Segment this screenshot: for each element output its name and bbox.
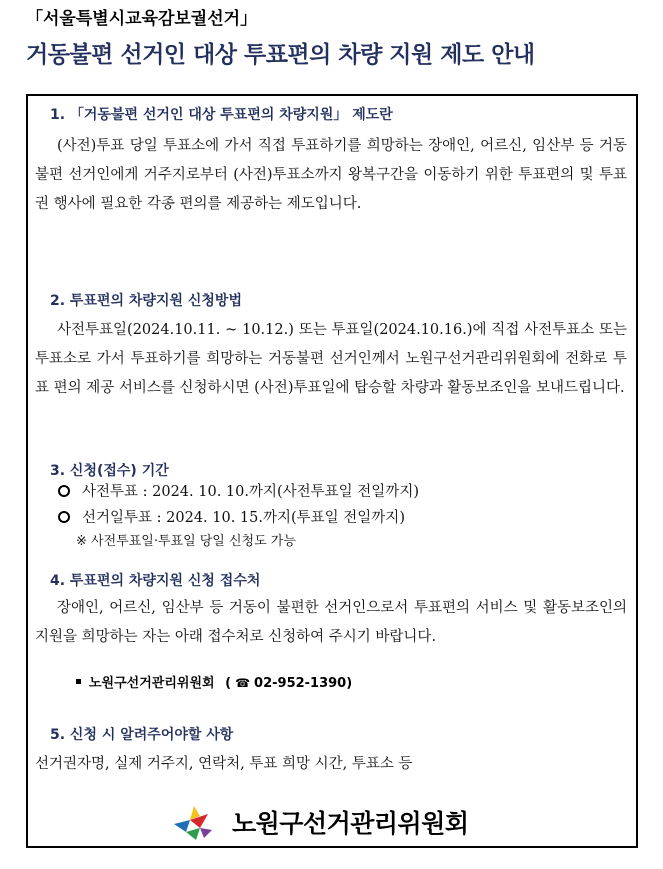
- section-1-body: (사전)투표 당일 투표소에 가서 직접 투표하기를 희망하는 장애인, 어르신, 임산부 등 거동불편 선거인에게 거주지로부터 (사전)투표소까지 왕복구간을 이동하기 위한 투표편의 및 투표권 행사에 필요한 각종 편의를 제공하는 제도입니다.: [35, 138, 627, 212]
- footer-org-name: 노원구선거관리위원회: [232, 809, 469, 838]
- section-2-body: 사전투표일(2024.10.11. ~ 10.12.) 또는 투표일(2024.10.16.)에 직접 사전투표소 또는 투표소로 가서 투표하기를 희망하는 거동불편 선거인께서 노원구선거관리위원회에 전화로 투표 편의 제공 서비스를 신청하시면 (사전)투표일에 탑승할 차량과 활동보조인을 보내드립니다.: [35, 322, 627, 396]
- contact-line: 노원구선거관리위원회 ( ☎ 02-952-1390): [76, 672, 352, 691]
- period-item-election-text: 선거일투표 : 2024. 10. 15.까지(투표일 전일까지): [82, 510, 405, 526]
- notice-box: [26, 94, 638, 848]
- section-4-body: 장애인, 어르신, 임산부 등 거동이 불편한 선거인으로서 투표편의 서비스 및 활동보조인의 지원을 희망하는 자는 아래 접수처로 신청하여 주시기 바랍니다.: [35, 600, 627, 645]
- notice-title: 거동불편 선거인 대상 투표편의 차량 지원 제도 안내: [26, 42, 535, 68]
- telephone-icon: ☎: [235, 676, 251, 690]
- section-5-heading: 5. 신청 시 알려주어야할 사항: [50, 727, 234, 743]
- circle-bullet-icon: [58, 511, 70, 523]
- election-commission-logo-icon: [170, 802, 214, 842]
- circle-bullet-icon: [58, 485, 70, 497]
- notice-pretitle: 「서울특별시교육감보궐선거」: [26, 9, 258, 29]
- section-1-heading: 1. 「거동불편 선거인 대상 투표편의 차량지원」 제도란: [50, 107, 393, 123]
- section-4-heading: 4. 투표편의 차량지원 신청 접수처: [50, 573, 261, 589]
- contact-phone: 02-952-1390: [254, 676, 347, 691]
- period-item-early: [58, 480, 419, 501]
- period-item-election: [58, 506, 405, 527]
- section-3-heading: 3. 신청(접수) 기간: [50, 463, 169, 479]
- period-note: ※ 사전투표일·투표일 당일 신청도 가능: [76, 534, 296, 549]
- footer-org: [170, 802, 469, 842]
- square-bullet-icon: [76, 679, 81, 684]
- contact-name: 노원구선거관리위원회: [89, 676, 215, 691]
- section-5-body: 선거권자명, 실제 거주지, 연락처, 투표 희망 시간, 투표소 등: [35, 756, 413, 772]
- section-2-heading: 2. 투표편의 차량지원 신청방법: [50, 293, 242, 309]
- period-item-early-text: 사전투표 : 2024. 10. 10.까지(사전투표일 전일까지): [82, 484, 419, 500]
